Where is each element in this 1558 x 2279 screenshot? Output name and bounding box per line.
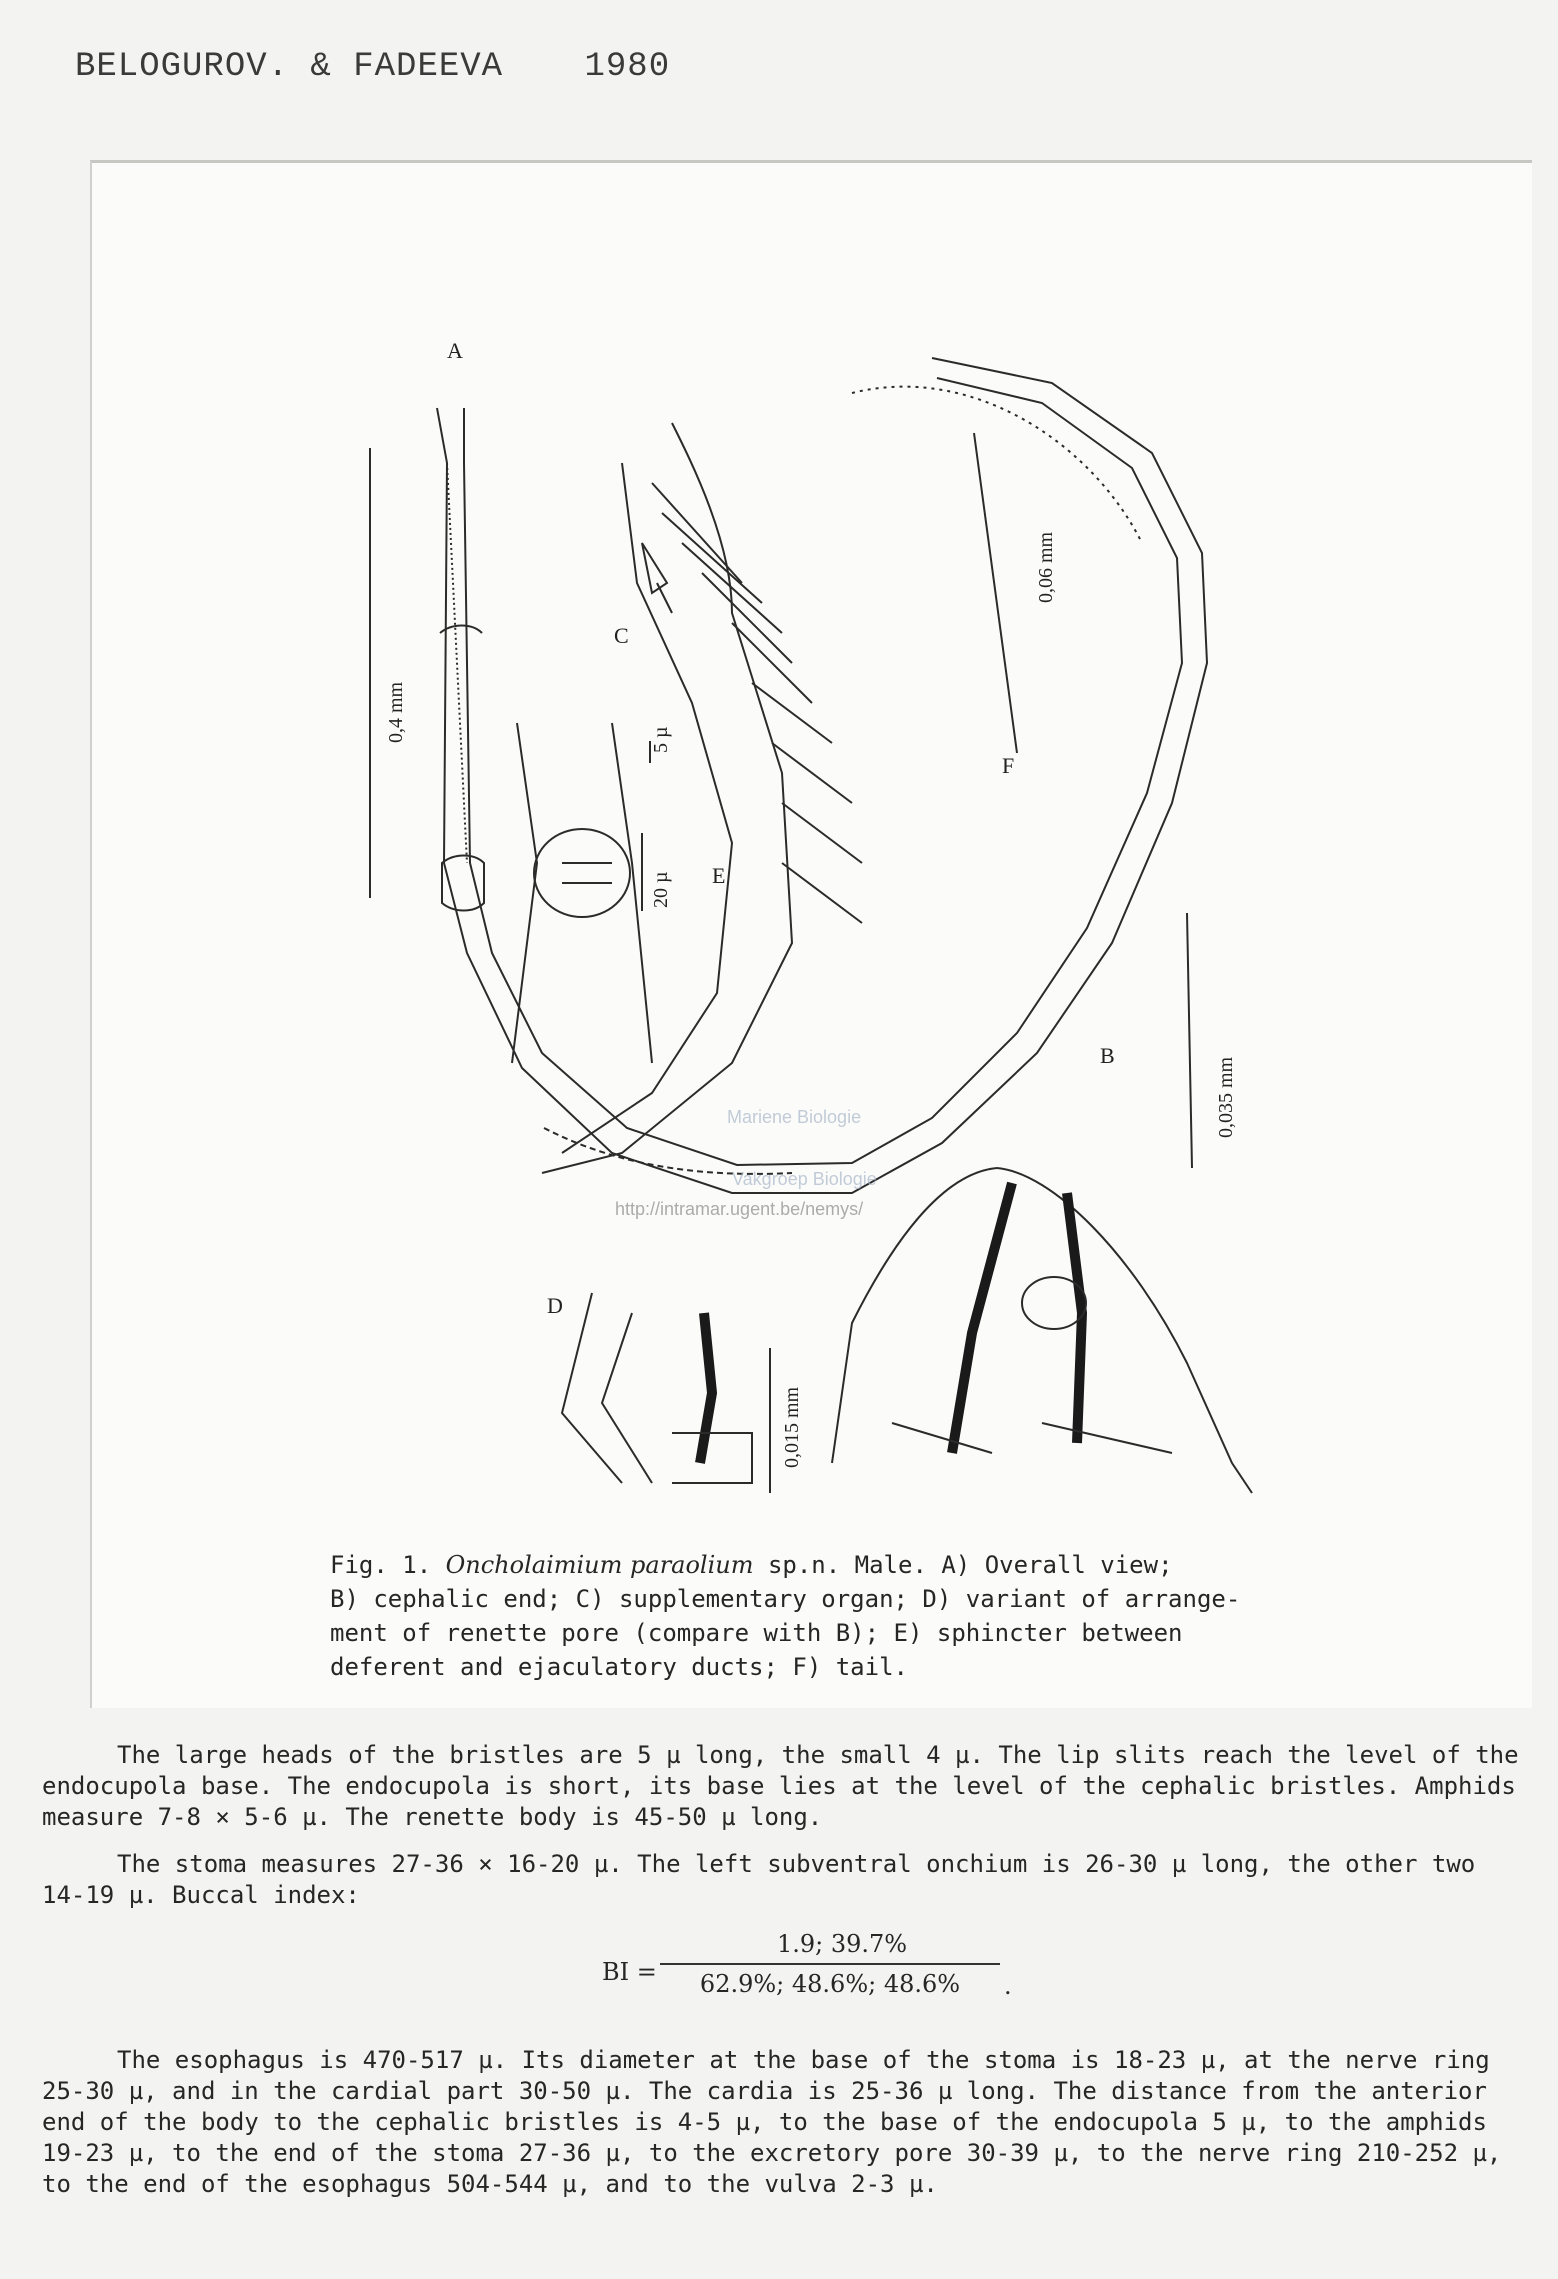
paragraph-bristles: The large heads of the bristles are 5 µ long, the small 4 µ. The lip slits reach the level of the endocupola base. The endocupola is short, its base lies at the level of the cephalic bristles. Amphids measure 7-8 × 5-6 µ. The renette body is 45-50 µ long. xyxy=(42,1741,1519,1831)
scale-label-d: 0,015 mm xyxy=(781,1386,803,1468)
panel-label-d: D xyxy=(547,1293,563,1318)
header-authors: BELOGUROV. & FADEEVA xyxy=(75,48,504,86)
scale-label-f: 0,06 mm xyxy=(1035,531,1057,603)
scale-labels xyxy=(385,531,1237,1468)
panel-b-drawing xyxy=(832,1168,1252,1493)
caption-line-2: B) cephalic end; C) supplementary organ; D) variant of arrange- xyxy=(330,1585,1241,1613)
scale-label-a: 0,4 mm xyxy=(385,681,407,743)
scale-bar-b xyxy=(1187,913,1192,1168)
formula-denominator: 62.9%; 48.6%; 48.6% xyxy=(699,1970,961,1998)
caption-line-1 xyxy=(330,1548,1360,1582)
caption-line-3: ment of renette pore (compare with B); E) sphincter between xyxy=(330,1619,1183,1647)
scale-bar-f xyxy=(974,433,1017,753)
panel-d-drawing xyxy=(562,1293,752,1483)
formula-lhs: BI = xyxy=(602,1958,657,1986)
watermark-url: http://intramar.ugent.be/nemys/ xyxy=(615,1199,864,1219)
header-year: 1980 xyxy=(584,48,671,86)
body-text xyxy=(42,1740,1532,2216)
caption-line-4: deferent and ejaculatory ducts; F) tail. xyxy=(330,1653,908,1681)
panel-label-e: E xyxy=(712,863,726,888)
panel-label-c: C xyxy=(614,623,629,648)
caption-prefix: Fig. 1. xyxy=(330,1551,432,1579)
paragraph-stoma: The stoma measures 27-36 × 16-20 µ. The left subventral onchium is 26-30 µ long, the other two 14-19 µ. Buccal index: xyxy=(42,1850,1476,1909)
scale-label-c: 5 µ xyxy=(650,726,672,753)
scale-label-b: 0,035 mm xyxy=(1215,1056,1237,1138)
panel-label-f: F xyxy=(1002,753,1015,778)
panel-label-a: A xyxy=(447,338,463,363)
panel-f-drawing xyxy=(542,387,1142,1173)
caption-species: Oncholaimium paraolium xyxy=(445,1551,754,1579)
formula-fraction-bar xyxy=(660,1963,1000,1965)
paragraph-esophagus: The esophagus is 470-517 µ. Its diameter at the base of the stoma is 18-23 µ, at the nerve ring 25-30 µ, and in the cardial part 30-50 µ. The cardia is 25-36 µ long. The distance from the anterior end of the body to the cephalic bristles is 4-5 µ, to the base of the endocupola 5 µ, to the amphids 19-23 µ, to the end of the stoma 27-36 µ, to the excretory pore 30-39 µ, to the nerve ring 210-252 µ, to the end of the esophagus 504-544 µ, and to the vulva 2-3 µ. xyxy=(42,2046,1502,2198)
figure-caption xyxy=(330,1548,1360,1684)
formula-numerator: 1.9; 39.7% xyxy=(776,1930,908,1958)
panel-label-b: B xyxy=(1100,1043,1115,1068)
buccal-index-formula xyxy=(42,1927,1532,2017)
panel-a-drawing xyxy=(437,358,1207,1193)
figure-drawing xyxy=(92,163,1532,1708)
page-header xyxy=(75,48,670,86)
scale-label-e: 20 µ xyxy=(650,871,672,908)
formula-end: . xyxy=(1004,1972,1012,2000)
caption-rest-line-1: sp.n. Male. A) Overall view; xyxy=(767,1551,1173,1579)
panel-e-drawing xyxy=(512,723,652,1063)
watermark-brand-bottom: Vakgroep Biologie xyxy=(732,1169,877,1189)
watermark-brand-top: Mariene Biologie xyxy=(727,1107,862,1127)
figure-sheet xyxy=(90,160,1532,1708)
